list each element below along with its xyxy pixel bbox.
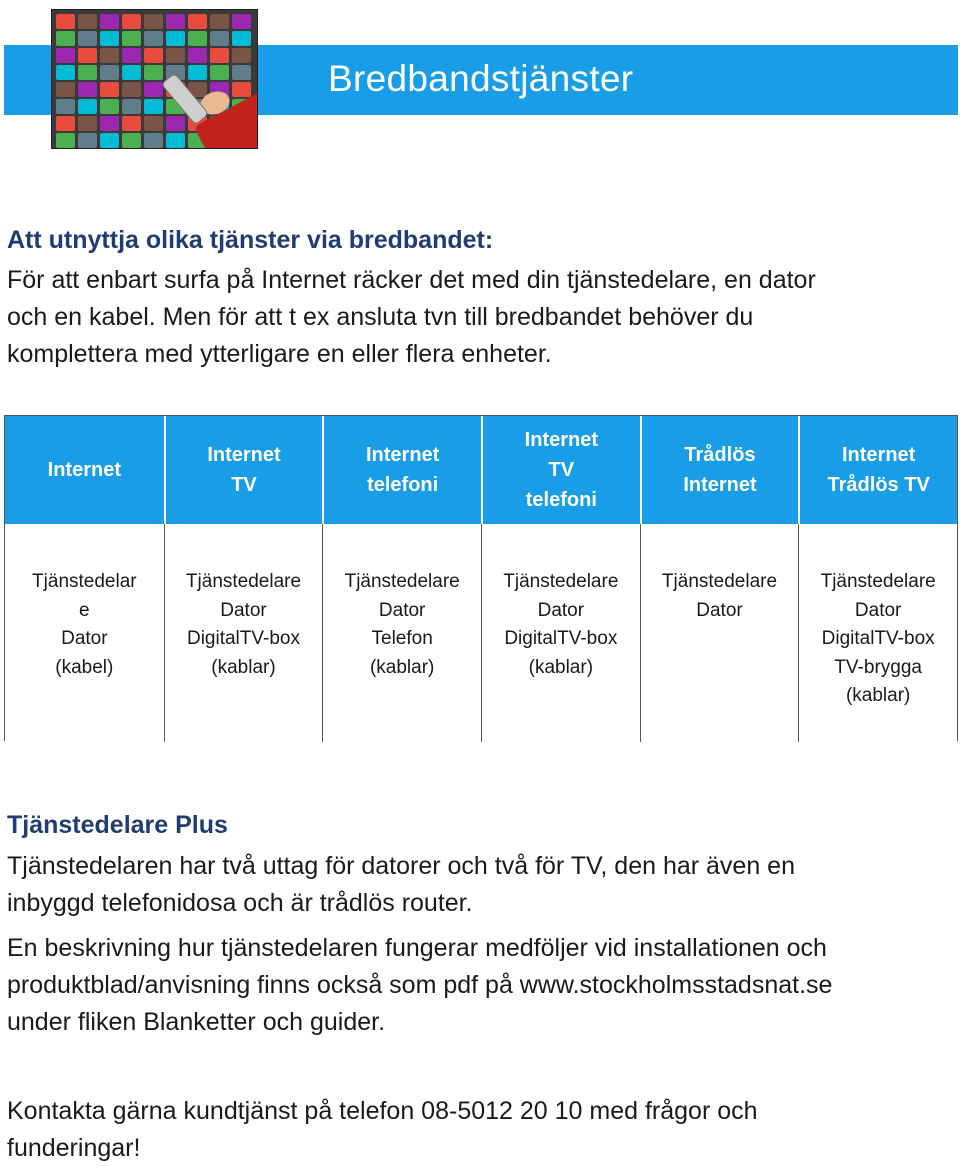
plus-line: under fliken Blanketter och guider. xyxy=(7,1008,386,1036)
tv-tile xyxy=(166,14,185,29)
tv-tile xyxy=(100,65,119,80)
contact-line: Kontakta gärna kundtjänst på telefon 08-5012 20 10 med frågor och xyxy=(7,1097,758,1125)
plus-line: Tjänstedelaren har två uttag för datorer och två för TV, den har även en xyxy=(7,852,795,880)
tv-tile xyxy=(56,65,75,80)
plus-line: inbyggd telefonidosa och är trådlös router. xyxy=(7,889,473,917)
tv-tile xyxy=(144,31,163,46)
tv-tile xyxy=(78,48,97,63)
tv-wall-remote-icon xyxy=(51,9,258,149)
tv-tile xyxy=(122,82,141,97)
tv-tile xyxy=(56,82,75,97)
tv-tile xyxy=(122,48,141,63)
tv-tile xyxy=(144,116,163,131)
intro-line: och en kabel. Men för att t ex ansluta tvn till bredbandet behöver du xyxy=(7,303,754,331)
contact-paragraph xyxy=(7,1093,947,1167)
tv-tile xyxy=(188,48,207,63)
column-items: Tjänstedelare Dator Telefon (kablar) xyxy=(322,524,481,742)
tv-tile xyxy=(188,31,207,46)
intro-line: För att enbart surfa på Internet räcker det med din tjänstedelare, en dator xyxy=(7,266,816,294)
column-items: Tjänstedelare Dator DigitalTV-box (kablar) xyxy=(481,524,640,742)
tv-tile xyxy=(100,82,119,97)
tv-tile xyxy=(78,31,97,46)
tv-tile xyxy=(166,116,185,131)
tv-tile xyxy=(144,133,163,148)
column-items: Tjänstedelare Dator DigitalTV-box TV-brygga (kablar) xyxy=(798,524,957,742)
column-header: Internet TV telefoni xyxy=(481,416,640,524)
tv-tile xyxy=(210,14,229,29)
tv-tile xyxy=(144,48,163,63)
tv-tile xyxy=(56,14,75,29)
tv-tile xyxy=(78,65,97,80)
contact-line: funderingar! xyxy=(7,1134,141,1162)
tv-tile xyxy=(188,65,207,80)
tv-tile xyxy=(122,99,141,114)
tv-tile xyxy=(100,133,119,148)
plus-line: produktblad/anvisning finns också som pdf på www.stockholmsstadsnat.se xyxy=(7,971,833,999)
tv-tile xyxy=(232,82,251,97)
services-table xyxy=(4,415,958,741)
plus-paragraph-1 xyxy=(7,848,947,922)
tv-tile xyxy=(232,48,251,63)
tv-tile xyxy=(100,31,119,46)
tv-tile xyxy=(122,31,141,46)
tv-tile xyxy=(100,116,119,131)
column-header: Internet telefoni xyxy=(322,416,481,524)
tv-tile xyxy=(166,48,185,63)
tv-tile xyxy=(232,14,251,29)
column-items: Tjänstedelare Dator xyxy=(640,524,799,742)
tv-tile xyxy=(144,65,163,80)
tv-tile xyxy=(122,65,141,80)
column-header: Trådlös Internet xyxy=(640,416,799,524)
tv-tile xyxy=(78,14,97,29)
tv-tile xyxy=(210,48,229,63)
column-items: Tjänstedelare Dator DigitalTV-box (kablar) xyxy=(164,524,323,742)
tv-tile xyxy=(166,133,185,148)
intro-line: komplettera med ytterligare en eller flera enheter. xyxy=(7,340,552,368)
tv-tile xyxy=(188,14,207,29)
tv-tile xyxy=(122,133,141,148)
tv-tile xyxy=(56,48,75,63)
tv-tile xyxy=(210,31,229,46)
plus-paragraph-2 xyxy=(7,930,947,1041)
column-header: Internet xyxy=(5,416,164,524)
tv-tile xyxy=(232,65,251,80)
page-title: Bredbandstjänster xyxy=(328,58,634,99)
plus-heading: Tjänstedelare Plus xyxy=(7,811,228,839)
tv-tile xyxy=(122,14,141,29)
tv-tile xyxy=(78,99,97,114)
tv-tile xyxy=(78,116,97,131)
tv-tile xyxy=(100,14,119,29)
tv-tile xyxy=(56,133,75,148)
column-header: Internet Trådlös TV xyxy=(798,416,957,524)
tv-tile xyxy=(144,99,163,114)
tv-tile xyxy=(232,31,251,46)
plus-line: En beskrivning hur tjänstedelaren fungerar medföljer vid installationen och xyxy=(7,934,827,962)
tv-tile xyxy=(78,133,97,148)
tv-tile xyxy=(78,82,97,97)
tv-tile xyxy=(144,82,163,97)
intro-heading: Att utnyttja olika tjänster via bredbandet: xyxy=(7,226,494,254)
tv-tile xyxy=(210,65,229,80)
column-header: Internet TV xyxy=(164,416,323,524)
tv-tile xyxy=(100,99,119,114)
column-items: Tjänstedelar e Dator (kabel) xyxy=(5,524,164,742)
tv-tile xyxy=(56,99,75,114)
tv-tile xyxy=(100,48,119,63)
tv-tile xyxy=(56,31,75,46)
intro-paragraph xyxy=(7,262,947,373)
tv-tile xyxy=(122,116,141,131)
tv-tile xyxy=(56,116,75,131)
tv-tile xyxy=(144,14,163,29)
tv-tile xyxy=(166,31,185,46)
